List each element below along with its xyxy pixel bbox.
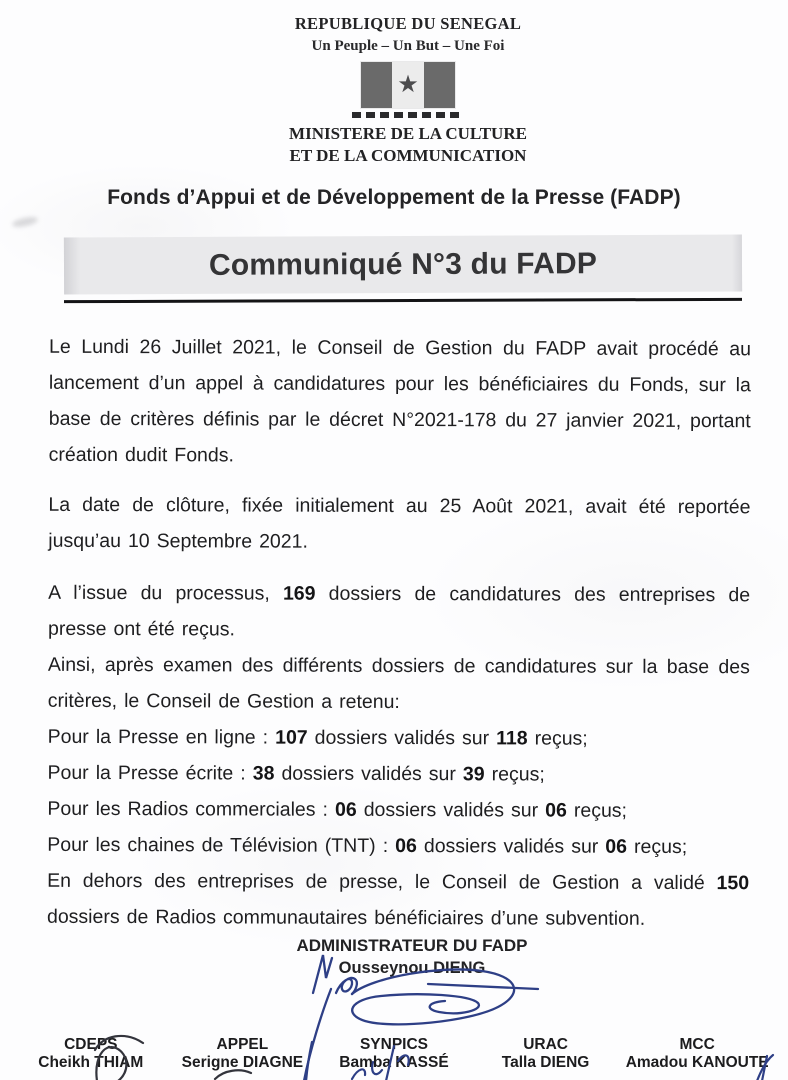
text-segment: Ainsi, après examen des différents dossiers de candidatures sur la base des critères, le Conseil de Gestion a retenu: — [47, 653, 750, 714]
flag-star-icon: ★ — [397, 72, 419, 98]
signatory-org: CDEPS — [64, 1036, 118, 1053]
scan-smudge — [11, 215, 38, 228]
signature-name: Ousseynou DIENG — [338, 959, 486, 977]
body-paragraph — [48, 487, 750, 561]
senegal-flag-icon — [361, 62, 455, 108]
bold-number: 150 — [716, 872, 750, 895]
text-segment: dossiers de candidatures des entreprises de presse ont été reçus. — [47, 582, 751, 641]
flag-band-left — [361, 62, 392, 108]
header-block — [14, 14, 788, 167]
ministry-line2: ET DE LA COMMUNICATION — [289, 146, 527, 165]
text-segment: La date de clôture, fixée initialement au 25 Août 2021, avait été reportée jusqu’au 10 Septembre 2021. — [48, 493, 751, 553]
signatory-name: Serigne DIAGNE — [181, 1054, 304, 1071]
text-segment: reçus; — [484, 763, 545, 786]
body-paragraph — [47, 863, 749, 937]
signatory-org: APPEL — [216, 1036, 269, 1053]
text-segment: reçus; — [626, 835, 688, 859]
body-paragraph — [48, 647, 750, 721]
body-paragraph — [47, 791, 749, 829]
signature-block — [18, 936, 788, 978]
body-paragraph — [48, 575, 750, 649]
document-title: Fonds d’Appui et de Développement de la Presse (FADP) — [107, 186, 681, 209]
ministry-line1: MINISTERE DE LA CULTURE — [289, 124, 527, 143]
text-segment: reçus; — [566, 799, 628, 822]
signatory-name: Amadou KANOUTE — [625, 1054, 769, 1071]
text-segment: Pour la Presse en ligne : — [47, 725, 276, 749]
bold-number: 107 — [275, 726, 308, 749]
banner-title: Communiqué N°3 du FADP — [208, 246, 598, 282]
signatory — [167, 1036, 319, 1072]
signatory — [470, 1036, 622, 1072]
bold-number: 06 — [334, 798, 357, 821]
signatory-name: Bamba KASSÉ — [339, 1054, 449, 1071]
bold-number: 06 — [545, 799, 567, 822]
flag-band-right — [424, 62, 455, 108]
document-body — [47, 329, 751, 937]
signatories-row — [15, 1036, 773, 1072]
signatory — [318, 1036, 470, 1072]
signatory — [621, 1036, 773, 1072]
signatory-org: SYNPICS — [359, 1036, 429, 1053]
body-paragraph — [48, 719, 750, 757]
communique-banner — [64, 235, 742, 295]
text-segment: Pour les chaines de Télévision (TNT) : — [47, 833, 396, 857]
flag-dashed-line — [352, 112, 464, 118]
signatory-org: MCC — [679, 1036, 715, 1053]
text-segment: Le Lundi 26 Juillet 2021, le Conseil de Gestion du FADP avait procédé au lancement d’un appel à candidatures pour les bénéficiaires du Fonds, sur la base de critères définis par le décret N°2021-178 du 27 janvier 2021, portant création dudit Fonds. — [48, 335, 752, 467]
bold-number: 118 — [496, 727, 528, 750]
text-segment: dossiers de Radios communautaires bénéficiaires d’une subvention. — [46, 905, 646, 930]
text-segment: dossiers validés sur — [274, 762, 463, 786]
bold-number: 38 — [252, 762, 275, 785]
signature-role: ADMINISTRATEUR DU FADP — [296, 936, 528, 955]
body-paragraph — [47, 827, 749, 865]
signatory-name: Talla DIENG — [501, 1054, 590, 1071]
signatory-org: URAC — [523, 1036, 568, 1053]
text-segment: dossiers validés sur — [307, 726, 497, 750]
signatory — [15, 1036, 167, 1072]
signatory-name: Cheikh THIAM — [38, 1054, 144, 1071]
text-segment: dossiers validés sur — [416, 835, 606, 858]
separator-line — [64, 298, 742, 303]
text-segment: En dehors des entreprises de presse, le Conseil de Gestion a validé — [47, 869, 717, 895]
bold-number: 169 — [282, 582, 316, 605]
republic-title: REPUBLIQUE DU SENEGAL — [294, 14, 522, 33]
bold-number: 06 — [395, 834, 417, 858]
text-segment: dossiers validés sur — [356, 798, 546, 822]
body-paragraph — [47, 755, 749, 793]
text-segment: A l’issue du processus, — [48, 581, 284, 605]
text-segment: reçus; — [527, 727, 588, 750]
bold-number: 39 — [462, 763, 485, 786]
text-segment: Pour la Presse écrite : — [47, 761, 253, 785]
bold-number: 06 — [605, 835, 628, 858]
text-segment: Pour les Radios commerciales : — [47, 797, 336, 821]
body-paragraph — [49, 329, 751, 475]
national-motto: Un Peuple – Un But – Une Foi — [311, 38, 505, 54]
flag-band-center — [392, 62, 423, 108]
ministry-name — [14, 123, 788, 167]
